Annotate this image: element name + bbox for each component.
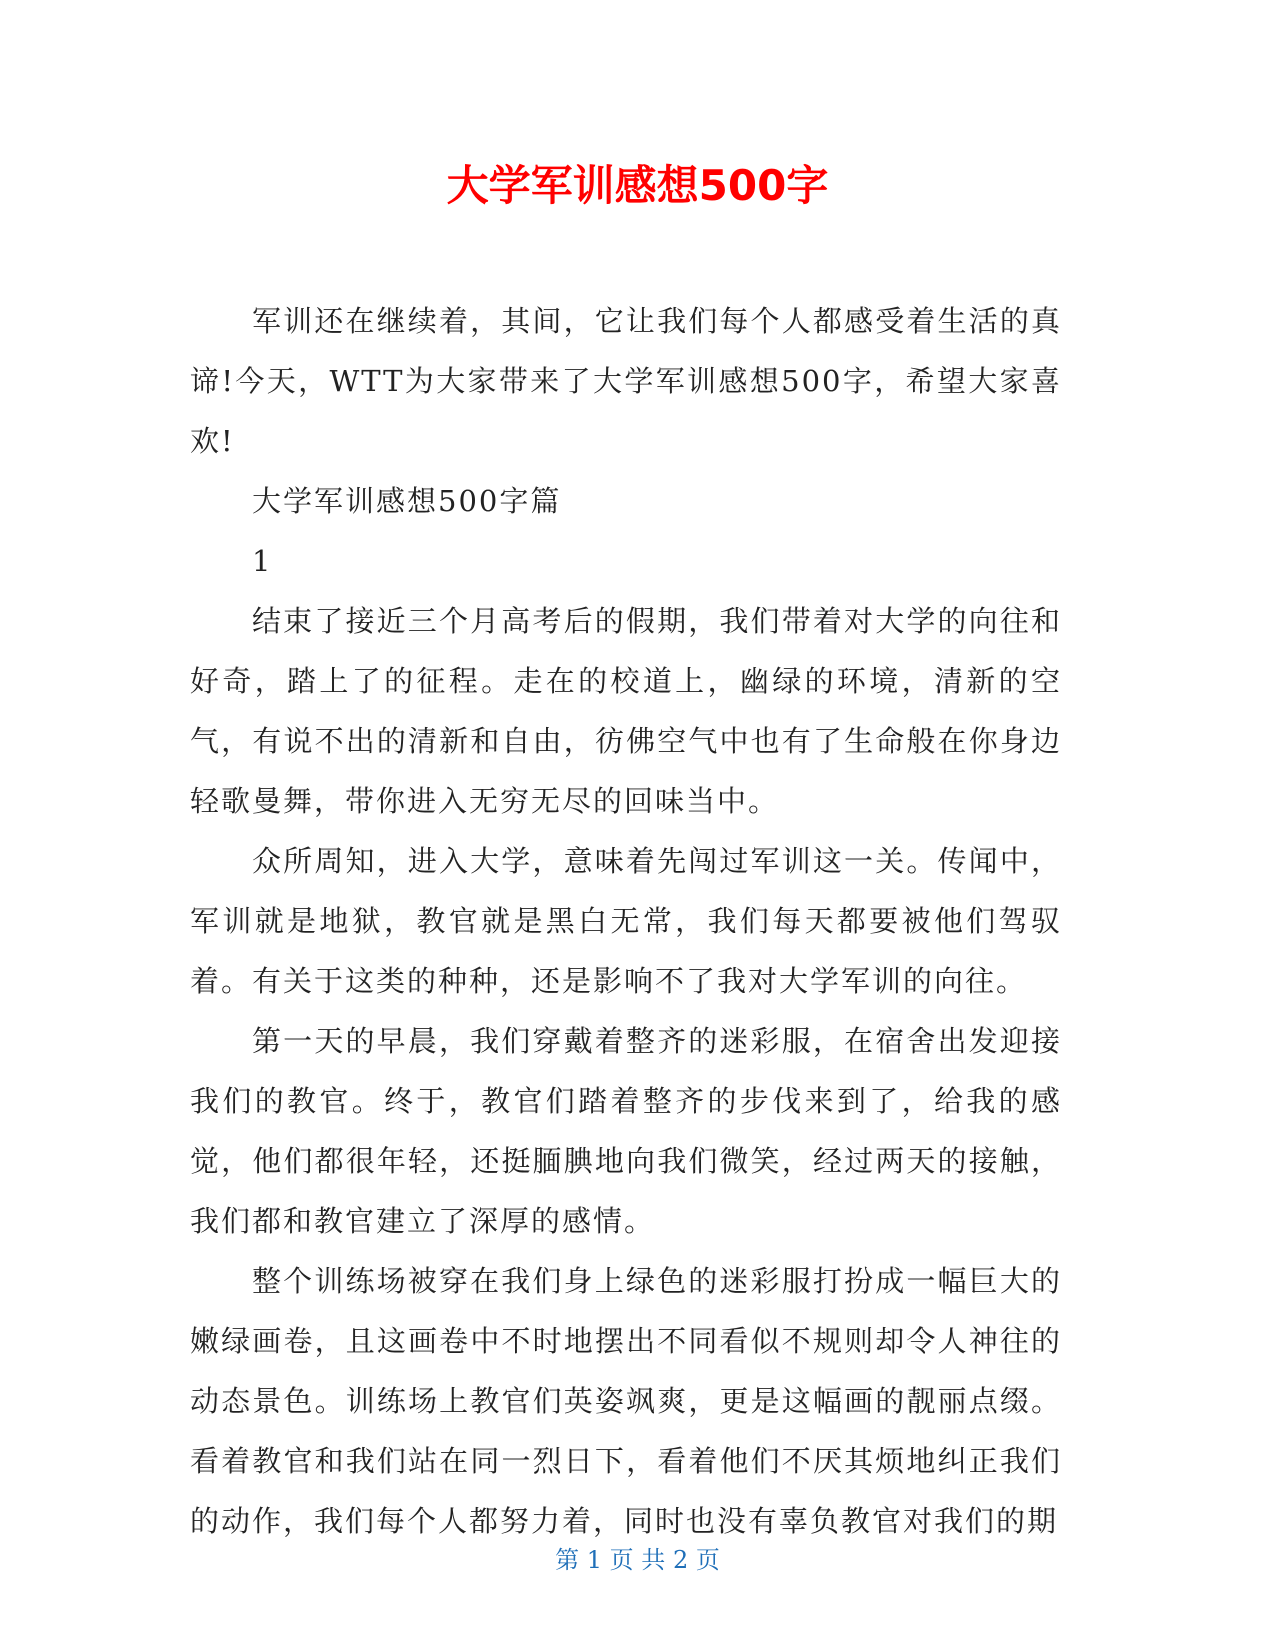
section-number: 1: [252, 544, 273, 578]
paragraph-body: 整个训练场被穿在我们身上绿色的迷彩服打扮成一幅巨大的嫩绿画卷，且这画卷中不时地摆出不同看似不规则却令人神往的动态景色。训练场上教官们英姿飒爽，更是这幅画的靓丽点缀。看着教官和我们站在同一烈日下，看着他们不厌其烦地纠正我们的动作，我们每个人都努力着，同时也没有辜负教官对我们的期: [190, 1264, 1062, 1538]
paragraph-intro: 军训还在继续着，其间，它让我们每个人都感受着生活的真谛!今天，WTT为大家带来了大学军训感想500字，希望大家喜欢!: [190, 304, 1062, 458]
paragraph-body: 第一天的早晨，我们穿戴着整齐的迷彩服，在宿舍出发迎接我们的教官。终于，教官们踏着整齐的步伐来到了，给我的感觉，他们都很年轻，还挺腼腆地向我们微笑，经过两天的接触，我们都和教官建立了深厚的感情。: [190, 1024, 1062, 1238]
section-heading: 大学军训感想500字篇: [252, 484, 562, 518]
page-number-footer: 第 1 页 共 2 页: [555, 1546, 720, 1574]
paragraph-body: 众所周知，进入大学，意味着先闯过军训这一关。传闻中，军训就是地狱，教官就是黑白无常，我们每天都要被他们驾驭着。有关于这类的种种，还是影响不了我对大学军训的向往。: [190, 844, 1062, 998]
paragraph-body: 结束了接近三个月高考后的假期，我们带着对大学的向往和好奇，踏上了的征程。走在的校道上，幽绿的环境，清新的空气，有说不出的清新和自由，彷佛空气中也有了生命般在你身边轻歌曼舞，带你进入无穷无尽的回味当中。: [190, 604, 1062, 818]
document-body: [190, 291, 1062, 1551]
document-title: 大学军训感想500字: [446, 161, 829, 210]
